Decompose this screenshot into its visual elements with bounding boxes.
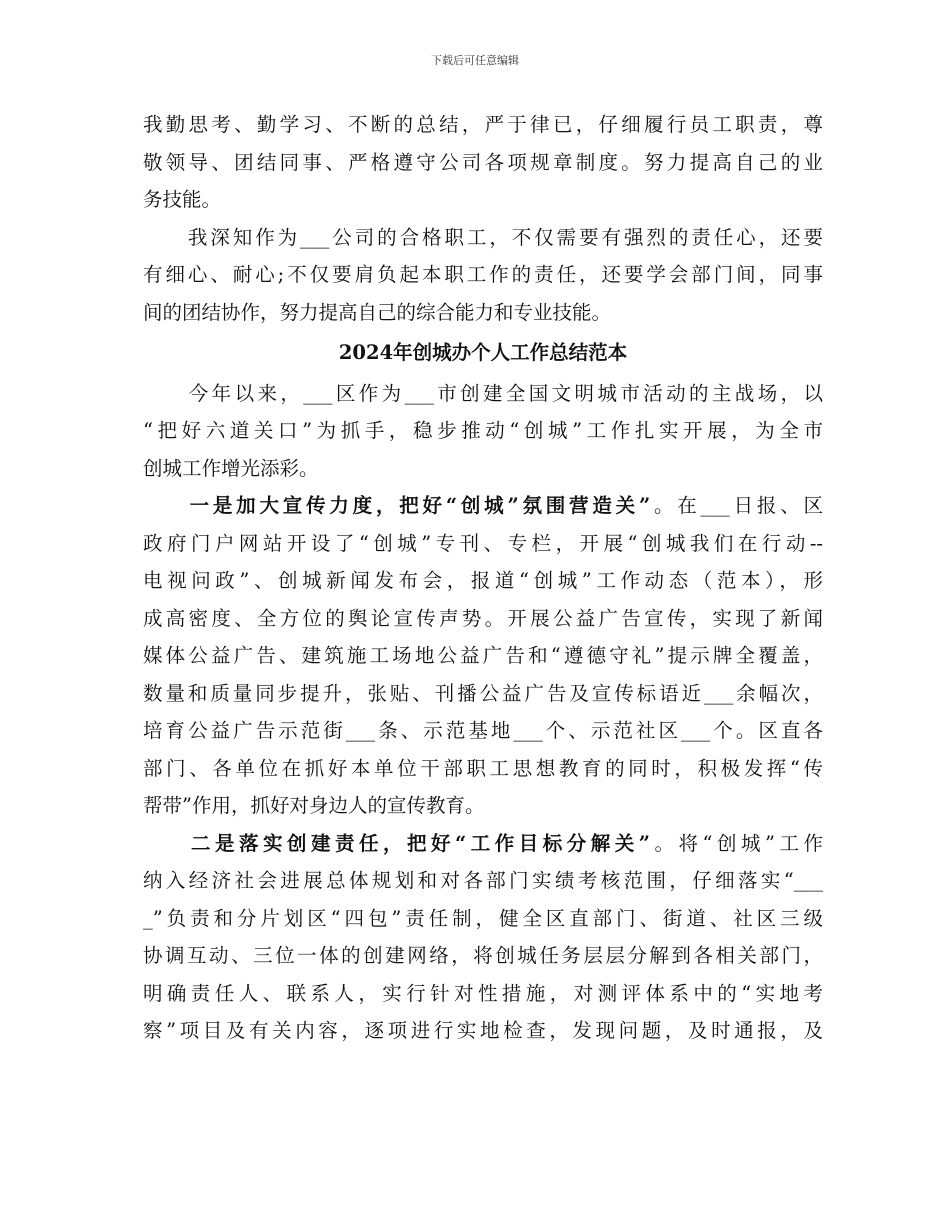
para4-line-2: 政府门户网站开设了“创城”专刊、专栏，开展“创城我们在行动-- [143, 531, 823, 555]
page-header-note: 下载后可任意编辑 [431, 54, 519, 67]
para3-line-2: “把好六道关口”为抓手，稳步推动“创城”工作扎实开展，为全市 [143, 419, 823, 442]
para5-heading: 二是落实创建责任，把好“工作目标分解关” [143, 831, 651, 855]
document-body [143, 106, 823, 1050]
para4-line-8: 部门、各单位在抓好本单位干部职工思想教育的同时，积极发挥“传 [143, 756, 823, 780]
para1-line-3: 务技能。 [143, 188, 222, 211]
document-title: 2024年创城办个人工作总结范本 [338, 341, 628, 364]
para1-line-2: 敬领导、团结同事、严格遵守公司各项规章制度。努力提高自己的业 [143, 150, 823, 174]
para4-line-9: 帮带”作用，抓好对身边人的宣传教育。 [143, 794, 485, 817]
para4-line-5: 媒体公益广告、建筑施工场地公益广告和“遵德守礼”提示牌全覆盖， [143, 644, 823, 667]
para4-line-1 [143, 487, 823, 525]
para4-heading-rest: 。在___日报、区 [650, 494, 823, 517]
para4-line-7: 培育公益广告示范街___条、示范基地___个、示范社区___个。区直各 [143, 719, 823, 742]
para2-line-2: 有细心、耐心;不仅要肩负起本职工作的责任，还要学会部门间，同事 [143, 263, 823, 286]
para4-heading: 一是加大宣传力度，把好“创城”氛围营造关” [143, 494, 651, 517]
para5-line-5: 明确责任人、联系人，实行针对性措施，对测评体系中的“实地考 [143, 981, 823, 1005]
para5-line-3: _”负责和分片划区“四包”责任制，健全区直部门、街道、社区三级 [143, 906, 823, 930]
para1-line-1: 我勤思考、勤学习、不断的总结，严于律已，仔细履行员工职责，尊 [143, 113, 823, 136]
para5-line-2: 纳入经济社会进展总体规划和对各部门实绩考核范围，仔细落实“___ [143, 869, 823, 892]
para5-heading-rest: 。将“创城”工作 [650, 831, 823, 855]
para3-line-1: 今年以来，___区作为___市创建全国文明城市活动的主战场，以 [143, 381, 823, 405]
para5-line-1 [143, 825, 823, 863]
para4-line-6: 数量和质量同步提升，张贴、刊播公益广告及宣传标语近___余幅次， [143, 681, 823, 705]
para3-line-3: 创城工作增光添彩。 [143, 456, 319, 480]
para5-line-6: 察”项目及有关内容，逐项进行实地检查，发现问题，及时通报，及 [143, 1019, 823, 1042]
para4-line-3: 电视问政”、创城新闻发布会，报道“创城”工作动态（范本），形 [143, 569, 823, 592]
para2-line-1: 我深知作为___公司的合格职工，不仅需要有强烈的责任心，还要 [143, 225, 823, 249]
para2-line-3: 间的团结协作，努力提高自己的综合能力和专业技能。 [143, 300, 612, 324]
para5-line-4: 协调互动、三位一体的创建网络，将创城任务层层分解到各相关部门， [143, 944, 823, 967]
para4-line-4: 成高密度、全方位的舆论宣传声势。开展公益广告宣传，实现了新闻 [143, 606, 823, 630]
